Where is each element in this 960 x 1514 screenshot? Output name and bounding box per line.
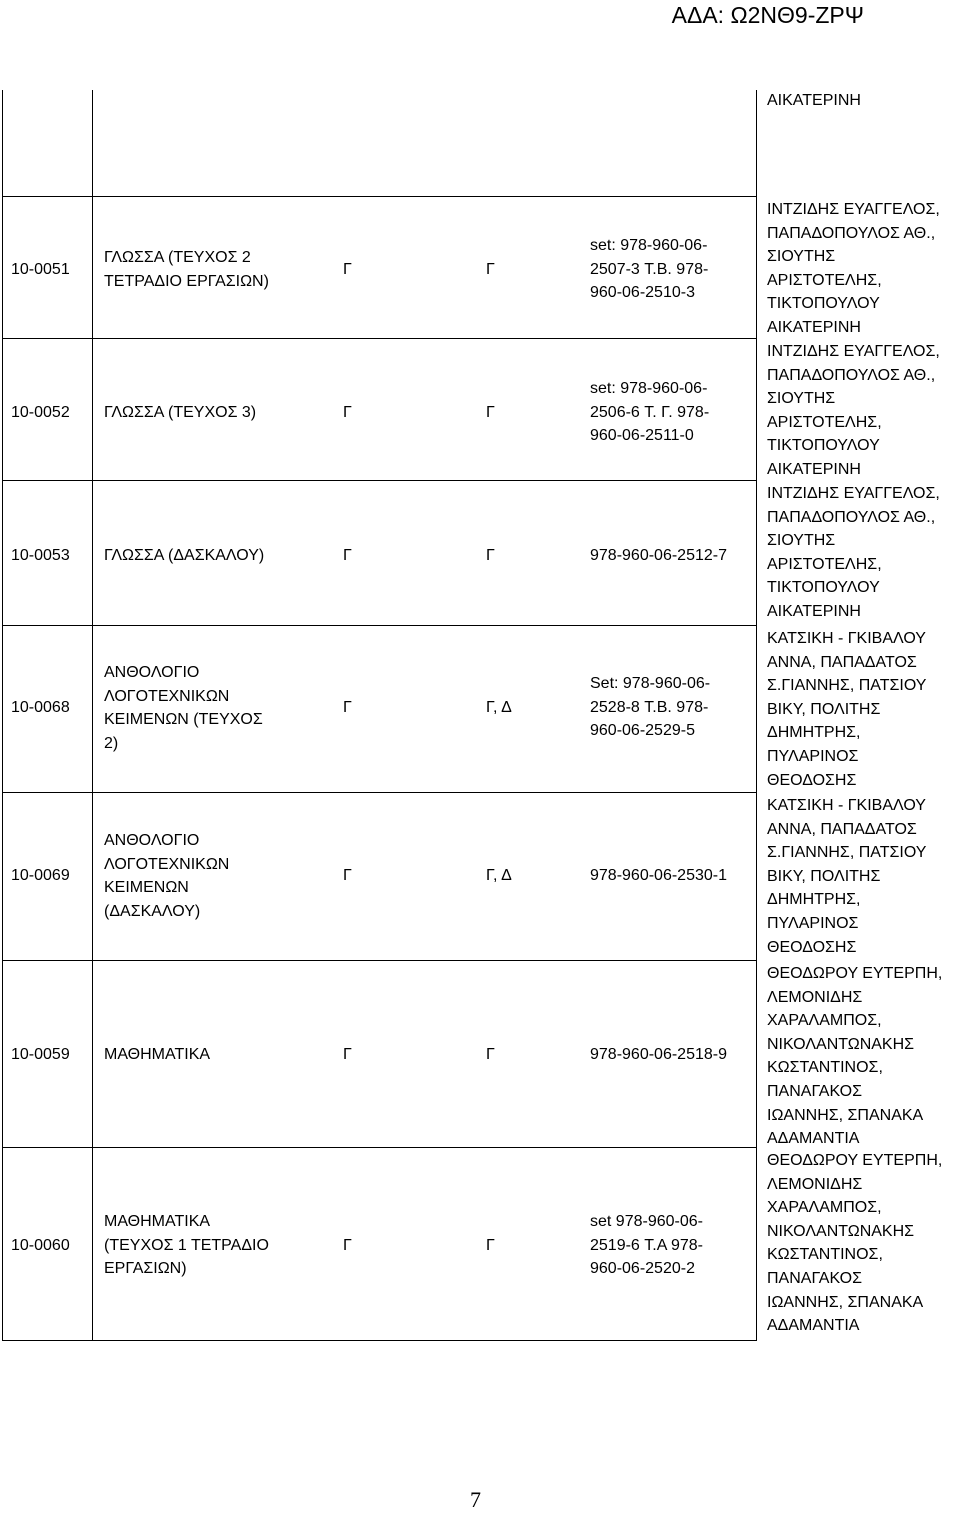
book-title: ΓΛΩΣΣΑ (ΔΑΣΚΑΛΟΥ)	[104, 547, 265, 564]
class-level-2: Γ, Δ	[486, 699, 512, 716]
class-level: Γ	[343, 699, 352, 716]
row-rule	[2, 338, 757, 339]
ada-code: ΑΔΑ: Ω2ΝΘ9-ΖΡΨ	[671, 2, 864, 28]
class-level-2: Γ	[486, 1237, 495, 1254]
authors: ΙΝΤΖΙΔΗΣ ΕΥΑΓΓΕΛΟΣ, ΠΑΠΑΔΟΠΟΥΛΟΣ ΑΘ., ΣΙΟΥΤΗΣ ΑΡΙΣΤΟΤΕΛΗΣ, ΤΙΚΤΟΠΟΥΛΟΥ ΑΙΚΑΤΕΡΙΝΗ	[767, 201, 940, 336]
row-rule	[2, 792, 757, 793]
table-border-bottom	[2, 1340, 757, 1341]
class-level-2: Γ	[486, 261, 495, 278]
table-border-left	[2, 90, 3, 1340]
table-border-right	[756, 90, 757, 1340]
isbn: set 978-960-06- 2519-6 Τ.Α 978- 960-06-2520-2	[590, 1213, 703, 1278]
book-code: 10-0053	[11, 547, 70, 564]
book-code: 10-0052	[11, 404, 70, 421]
authors: ΚΑΤΣΙΚΗ - ΓΚΙΒΑΛΟΥ ΑΝΝΑ, ΠΑΠΑΔΑΤΟΣ Σ.ΓΙΑΝΝΗΣ, ΠΑΤΣΙΟΥ ΒΙΚΥ, ΠΟΛΙΤΗΣ ΔΗΜΗΤΡΗΣ, ΠΥΛΑΡΙΝΟΣ ΘΕΟΔΟΣΗΣ	[767, 797, 927, 956]
isbn: Set: 978-960-06- 2528-8 Τ.Β. 978- 960-06-2529-5	[590, 675, 711, 740]
isbn: 978-960-06-2512-7	[590, 547, 727, 564]
page-number: 7	[470, 1487, 481, 1512]
class-level: Γ	[343, 547, 352, 564]
authors: ΙΝΤΖΙΔΗΣ ΕΥΑΓΓΕΛΟΣ, ΠΑΠΑΔΟΠΟΥΛΟΣ ΑΘ., ΣΙΟΥΤΗΣ ΑΡΙΣΤΟΤΕΛΗΣ, ΤΙΚΤΟΠΟΥΛΟΥ ΑΙΚΑΤΕΡΙΝΗ	[767, 485, 940, 620]
isbn: set: 978-960-06- 2506-6 Τ. Γ. 978- 960-06-2511-0	[590, 380, 710, 445]
isbn: 978-960-06-2518-9	[590, 1046, 727, 1063]
row-rule	[2, 480, 757, 481]
authors: ΚΑΤΣΙΚΗ - ΓΚΙΒΑΛΟΥ ΑΝΝΑ, ΠΑΠΑΔΑΤΟΣ Σ.ΓΙΑΝΝΗΣ, ΠΑΤΣΙΟΥ ΒΙΚΥ, ΠΟΛΙΤΗΣ ΔΗΜΗΤΡΗΣ, ΠΥΛΑΡΙΝΟΣ ΘΕΟΔΟΣΗΣ	[767, 630, 927, 789]
row-rule	[2, 1147, 757, 1148]
table-divider-1	[92, 90, 93, 1340]
row-rule	[2, 196, 757, 197]
class-level: Γ	[343, 1237, 352, 1254]
class-level: Γ	[343, 404, 352, 421]
authors: ΘΕΟΔΩΡΟΥ ΕΥΤΕΡΠΗ, ΛΕΜΟΝΙΔΗΣ ΧΑΡΑΛΑΜΠΟΣ, ΝΙΚΟΛΑΝΤΩΝΑΚΗΣ ΚΩΣΤΑΝΤΙΝΟΣ, ΠΑΝΑΓΑΚΟΣ ΙΩΑΝΝΗΣ, ΣΠΑΝΑΚΑ ΑΔΑΜΑΝΤΙΑ	[767, 965, 943, 1148]
class-level-2: Γ, Δ	[486, 867, 512, 884]
class-level: Γ	[343, 867, 352, 884]
row-rule	[2, 960, 757, 961]
book-title: ΑΝΘΟΛΟΓΙΟ ΛΟΓΟΤΕΧΝΙΚΩΝ ΚΕΙΜΕΝΩΝ (ΤΕΥΧΟΣ 2)	[104, 664, 263, 752]
class-level-2: Γ	[486, 404, 495, 421]
book-code: 10-0051	[11, 261, 70, 278]
book-title: ΓΛΩΣΣΑ (ΤΕΥΧΟΣ 2 ΤΕΤΡΑΔΙΟ ΕΡΓΑΣΙΩΝ)	[104, 249, 269, 290]
class-level-2: Γ	[486, 547, 495, 564]
continued-author: ΑΙΚΑΤΕΡΙΝΗ	[767, 92, 861, 109]
authors: ΙΝΤΖΙΔΗΣ ΕΥΑΓΓΕΛΟΣ, ΠΑΠΑΔΟΠΟΥΛΟΣ ΑΘ., ΣΙΟΥΤΗΣ ΑΡΙΣΤΟΤΕΛΗΣ, ΤΙΚΤΟΠΟΥΛΟΥ ΑΙΚΑΤΕΡΙΝΗ	[767, 343, 940, 478]
class-level-2: Γ	[486, 1046, 495, 1063]
isbn: set: 978-960-06- 2507-3 Τ.Β. 978- 960-06-2510-3	[590, 237, 709, 302]
isbn: 978-960-06-2530-1	[590, 867, 727, 884]
book-title: ΓΛΩΣΣΑ (ΤΕΥΧΟΣ 3)	[104, 404, 257, 421]
book-title: ΜΑΘΗΜΑΤΙΚΑ (ΤΕΥΧΟΣ 1 ΤΕΤΡΑΔΙΟ ΕΡΓΑΣΙΩΝ)	[104, 1213, 269, 1278]
book-title: ΜΑΘΗΜΑΤΙΚΑ	[104, 1046, 211, 1063]
class-level: Γ	[343, 261, 352, 278]
class-level: Γ	[343, 1046, 352, 1063]
authors: ΘΕΟΔΩΡΟΥ ΕΥΤΕΡΠΗ, ΛΕΜΟΝΙΔΗΣ ΧΑΡΑΛΑΜΠΟΣ, ΝΙΚΟΛΑΝΤΩΝΑΚΗΣ ΚΩΣΤΑΝΤΙΝΟΣ, ΠΑΝΑΓΑΚΟΣ ΙΩΑΝΝΗΣ, ΣΠΑΝΑΚΑ ΑΔΑΜΑΝΤΙΑ	[767, 1152, 943, 1335]
row-rule	[2, 625, 757, 626]
book-code: 10-0068	[11, 699, 70, 716]
book-code: 10-0069	[11, 867, 70, 884]
book-code: 10-0059	[11, 1046, 70, 1063]
book-code: 10-0060	[11, 1237, 70, 1254]
book-title: ΑΝΘΟΛΟΓΙΟ ΛΟΓΟΤΕΧΝΙΚΩΝ ΚΕΙΜΕΝΩΝ (ΔΑΣΚΑΛΟΥ)	[104, 832, 230, 920]
